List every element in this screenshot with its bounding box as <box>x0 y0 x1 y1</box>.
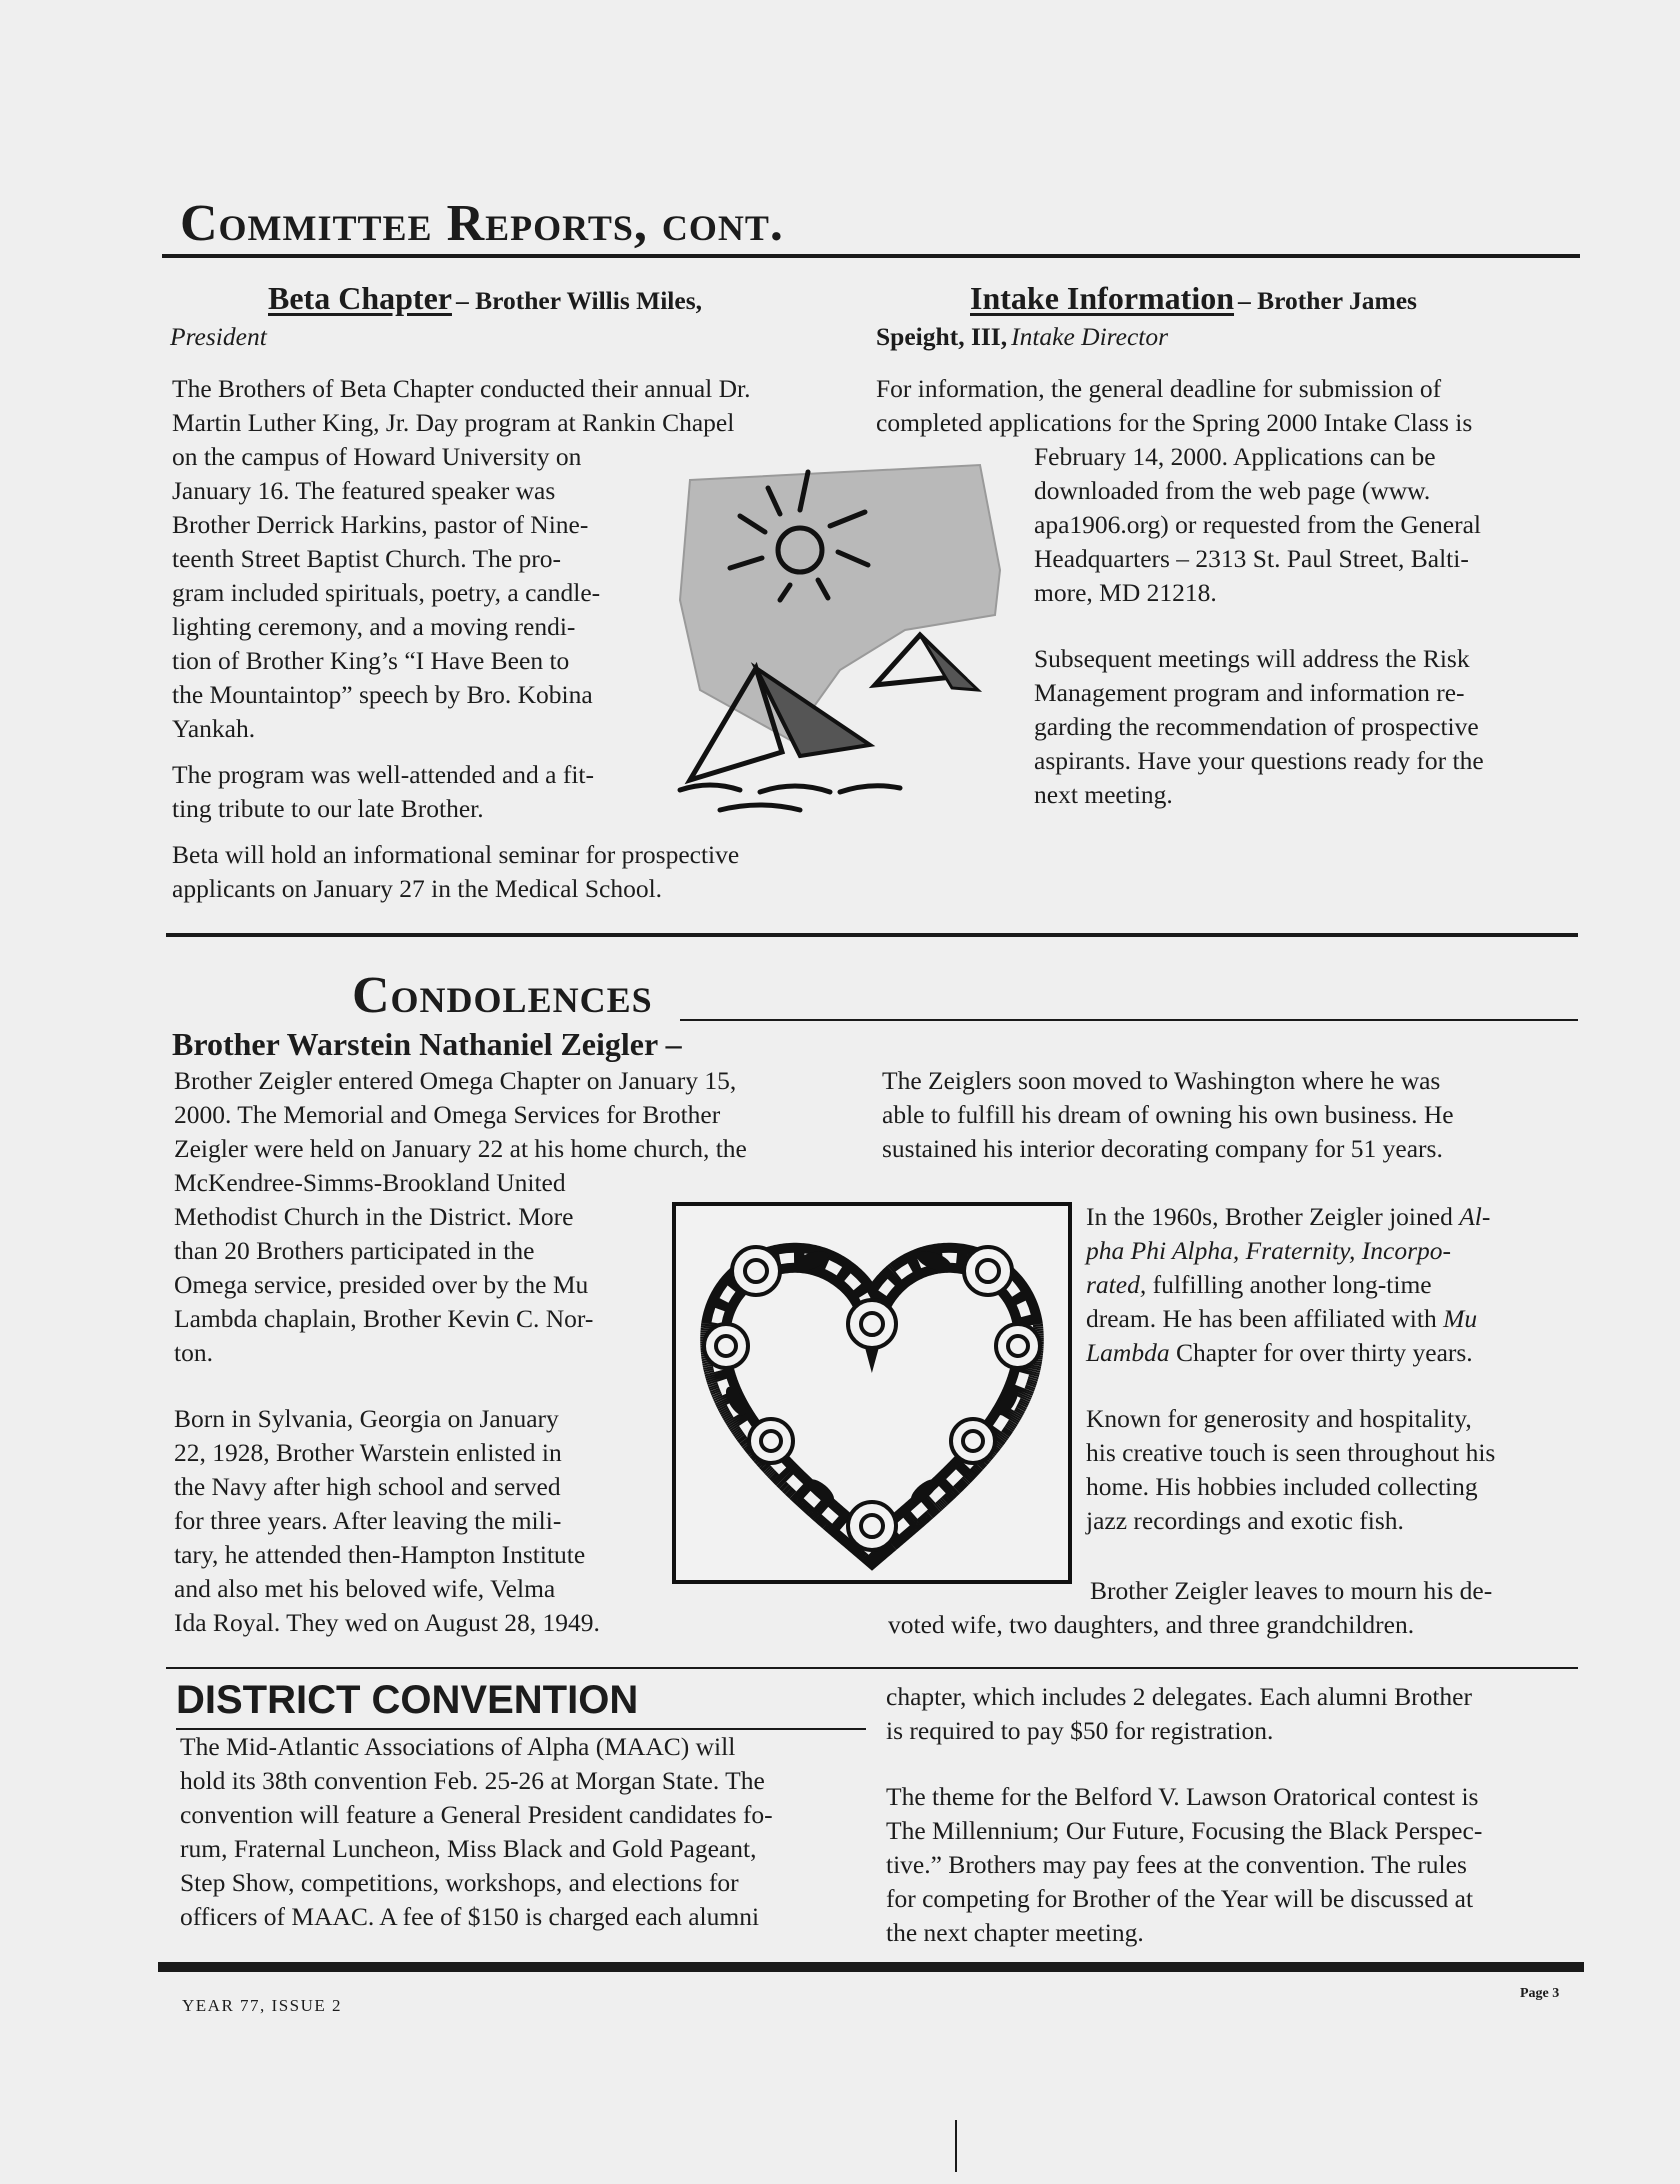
condolences-closing-2 <box>888 1608 1588 1642</box>
beta-chapter-role: President <box>170 322 267 351</box>
district-line: the next chapter meeting. <box>886 1918 1144 1947</box>
floral-heart-frame <box>672 1202 1072 1584</box>
condolence-text-italic: Lambda <box>1086 1338 1170 1367</box>
intake-line: Management program and information re- <box>1034 678 1465 707</box>
condolence-text: Chapter for over thirty years. <box>1169 1338 1473 1367</box>
section-rule <box>166 1667 1578 1669</box>
condolence-line: home. His hobbies included collecting <box>1086 1472 1478 1501</box>
beta-line: lighting ceremony, and a moving rendi- <box>172 612 576 641</box>
condolence-line: 22, 1928, Brother Warstein enlisted in <box>174 1438 562 1467</box>
condolence-line: Lambda chaplain, Brother Kevin C. Nor- <box>174 1304 594 1333</box>
district-title: DISTRICT CONVENTION <box>176 1678 639 1722</box>
beta-line: Yankah. <box>172 714 256 743</box>
condolence-line: 2000. The Memorial and Omega Services for Brother <box>174 1100 721 1129</box>
intake-line: February 14, 2000. Applications can be <box>1034 442 1436 471</box>
sailboat-sun-illustration <box>660 440 1020 825</box>
district-line: The theme for the Belford V. Lawson Oratorical contest is <box>886 1782 1479 1811</box>
section-rule <box>166 933 1578 937</box>
district-line: tive.” Brothers may pay fees at the convention. The rules <box>886 1850 1467 1879</box>
beta-chapter-title: Beta Chapter <box>268 280 452 316</box>
condolence-line: Zeigler were held on January 22 at his home church, the <box>174 1134 747 1163</box>
condolence-line: Born in Sylvania, Georgia on January <box>174 1404 559 1433</box>
beta-line: Beta will hold an informational seminar for prospective <box>172 840 740 869</box>
beta-line: January 16. The featured speaker was <box>172 476 556 505</box>
condolence-line: The Zeiglers soon moved to Washington where he was <box>882 1066 1441 1095</box>
intake-line: aspirants. Have your questions ready for the <box>1034 746 1484 775</box>
condolences-rule <box>680 1019 1578 1021</box>
condolence-line: jazz recordings and exotic fish. <box>1086 1506 1404 1535</box>
intake-body-top <box>876 372 1596 440</box>
district-line: for competing for Brother of the Year will be discussed at <box>886 1884 1474 1913</box>
district-right <box>886 1680 1606 1950</box>
beta-chapter-heading <box>268 280 702 317</box>
condolence-line: sustained his interior decorating company for 51 years. <box>882 1134 1443 1163</box>
district-line: convention will feature a General President candidates fo- <box>180 1800 773 1829</box>
condolence-line: Brother Zeigler entered Omega Chapter on January 15, <box>174 1066 737 1095</box>
condolence-text-italic: Al- <box>1459 1202 1491 1231</box>
district-line: hold its 38th convention Feb. 25-26 at Morgan State. The <box>180 1766 765 1795</box>
district-line: Step Show, competitions, workshops, and elections for <box>180 1868 739 1897</box>
condolence-line: McKendree-Simms-Brookland United <box>174 1168 566 1197</box>
condolences-left-top <box>174 1064 874 1166</box>
intake-byline-2: Speight, III, <box>876 322 1008 351</box>
beta-line: Brother Derrick Harkins, pastor of Nine- <box>172 510 589 539</box>
intake-heading <box>970 280 1417 317</box>
condolences-right-top <box>882 1064 1602 1166</box>
beta-line: The program was well-attended and a fit- <box>172 760 594 789</box>
condolence-line: the Navy after high school and served <box>174 1472 561 1501</box>
condolence-line: Brother Zeigler leaves to mourn his de- <box>1090 1576 1493 1605</box>
footer-rule <box>158 1962 1584 1972</box>
condolence-line: Ida Royal. They wed on August 28, 1949. <box>174 1608 600 1637</box>
scan-mark <box>955 2120 957 2172</box>
beta-line: teenth Street Baptist Church. The pro- <box>172 544 562 573</box>
condolence-text-italic: Mu <box>1443 1304 1478 1333</box>
floral-heart-illustration <box>676 1206 1068 1580</box>
condolence-line <box>1086 1234 1586 1268</box>
condolence-line: Omega service, presided over by the Mu <box>174 1270 589 1299</box>
condolence-line <box>1086 1200 1586 1234</box>
beta-line: The Brothers of Beta Chapter conducted their annual Dr. <box>172 374 751 403</box>
condolences-left <box>174 1166 674 1640</box>
condolence-line: voted wife, two daughters, and three grandchildren. <box>888 1610 1415 1639</box>
intake-line: downloaded from the web page (www. <box>1034 476 1431 505</box>
beta-line: ting tribute to our late Brother. <box>172 794 484 823</box>
intake-line: apa1906.org) or requested from the General <box>1034 510 1482 539</box>
beta-line: applicants on January 27 in the Medical School. <box>172 874 663 903</box>
district-line: chapter, which includes 2 delegates. Each alumni Brother <box>886 1682 1472 1711</box>
condolence-text: dream. He has been affiliated with <box>1086 1304 1444 1333</box>
district-line: is required to pay $50 for registration. <box>886 1716 1274 1745</box>
condolence-line: and also met his beloved wife, Velma <box>174 1574 556 1603</box>
intake-line: next meeting. <box>1034 780 1173 809</box>
beta-line: the Mountaintop” speech by Bro. Kobina <box>172 680 593 709</box>
district-line: The Millennium; Our Future, Focusing the Black Perspec- <box>886 1816 1483 1845</box>
intake-body <box>1034 440 1594 812</box>
header-rule <box>162 254 1580 258</box>
intake-line: For information, the general deadline for submission of <box>876 374 1442 403</box>
condolence-text-italic: pha Phi Alpha, Fraternity, Incorpo- <box>1086 1236 1451 1265</box>
condolence-line: tary, he attended then-Hampton Institute <box>174 1540 586 1569</box>
condolences-closing <box>1090 1574 1590 1608</box>
page-title: Committee Reports, cont. <box>180 195 784 252</box>
district-line: officers of MAAC. A fee of $150 is charged each alumni <box>180 1902 760 1931</box>
intake-byline-row <box>876 322 1168 352</box>
intake-role: Intake Director <box>1011 322 1169 351</box>
beta-line: Martin Luther King, Jr. Day program at Rankin Chapel <box>172 408 735 437</box>
intake-line: Subsequent meetings will address the Risk <box>1034 644 1470 673</box>
district-line: rum, Fraternal Luncheon, Miss Black and Gold Pageant, <box>180 1834 757 1863</box>
issue-label: YEAR 77, ISSUE 2 <box>182 1996 343 2015</box>
intake-title: Intake Information <box>970 280 1235 316</box>
beta-line: on the campus of Howard University on <box>172 442 582 471</box>
condolence-text-italic: rated, <box>1086 1270 1147 1299</box>
condolence-line <box>1086 1336 1586 1370</box>
condolence-line: Known for generosity and hospitality, <box>1086 1404 1472 1433</box>
condolences-right <box>1086 1200 1586 1538</box>
condolence-line: ton. <box>174 1338 213 1367</box>
district-line: The Mid-Atlantic Associations of Alpha (MAAC) will <box>180 1732 736 1761</box>
condolence-line: his creative touch is seen throughout his <box>1086 1438 1496 1467</box>
condolence-line: than 20 Brothers participated in the <box>174 1236 535 1265</box>
beta-line: gram included spirituals, poetry, a candle- <box>172 578 601 607</box>
condolence-line <box>1086 1268 1586 1302</box>
condolences-title: Condolences <box>352 967 653 1024</box>
beta-line: tion of Brother King’s “I Have Been to <box>172 646 570 675</box>
condolence-line: able to fulfill his dream of owning his own business. He <box>882 1100 1454 1129</box>
condolence-line <box>1086 1302 1586 1336</box>
beta-chapter-byline: – Brother Willis Miles, <box>455 286 703 315</box>
condolence-text: fulfilling another long-time <box>1146 1270 1432 1299</box>
intake-line: Headquarters – 2313 St. Paul Street, Balti- <box>1034 544 1469 573</box>
intake-line: completed applications for the Spring 2000 Intake Class is <box>876 408 1473 437</box>
condolence-line: Methodist Church in the District. More <box>174 1202 574 1231</box>
district-left <box>180 1730 880 1934</box>
condolence-text: In the 1960s, Brother Zeigler joined <box>1086 1202 1460 1231</box>
condolence-line: for three years. After leaving the mili- <box>174 1506 562 1535</box>
intake-line: garding the recommendation of prospective <box>1034 712 1479 741</box>
intake-line: more, MD 21218. <box>1034 578 1217 607</box>
page-number: Page 3 <box>1520 1986 1560 2001</box>
intake-byline-1: – Brother James <box>1238 286 1417 315</box>
condolences-subject: Brother Warstein Nathaniel Zeigler – <box>172 1026 682 1062</box>
